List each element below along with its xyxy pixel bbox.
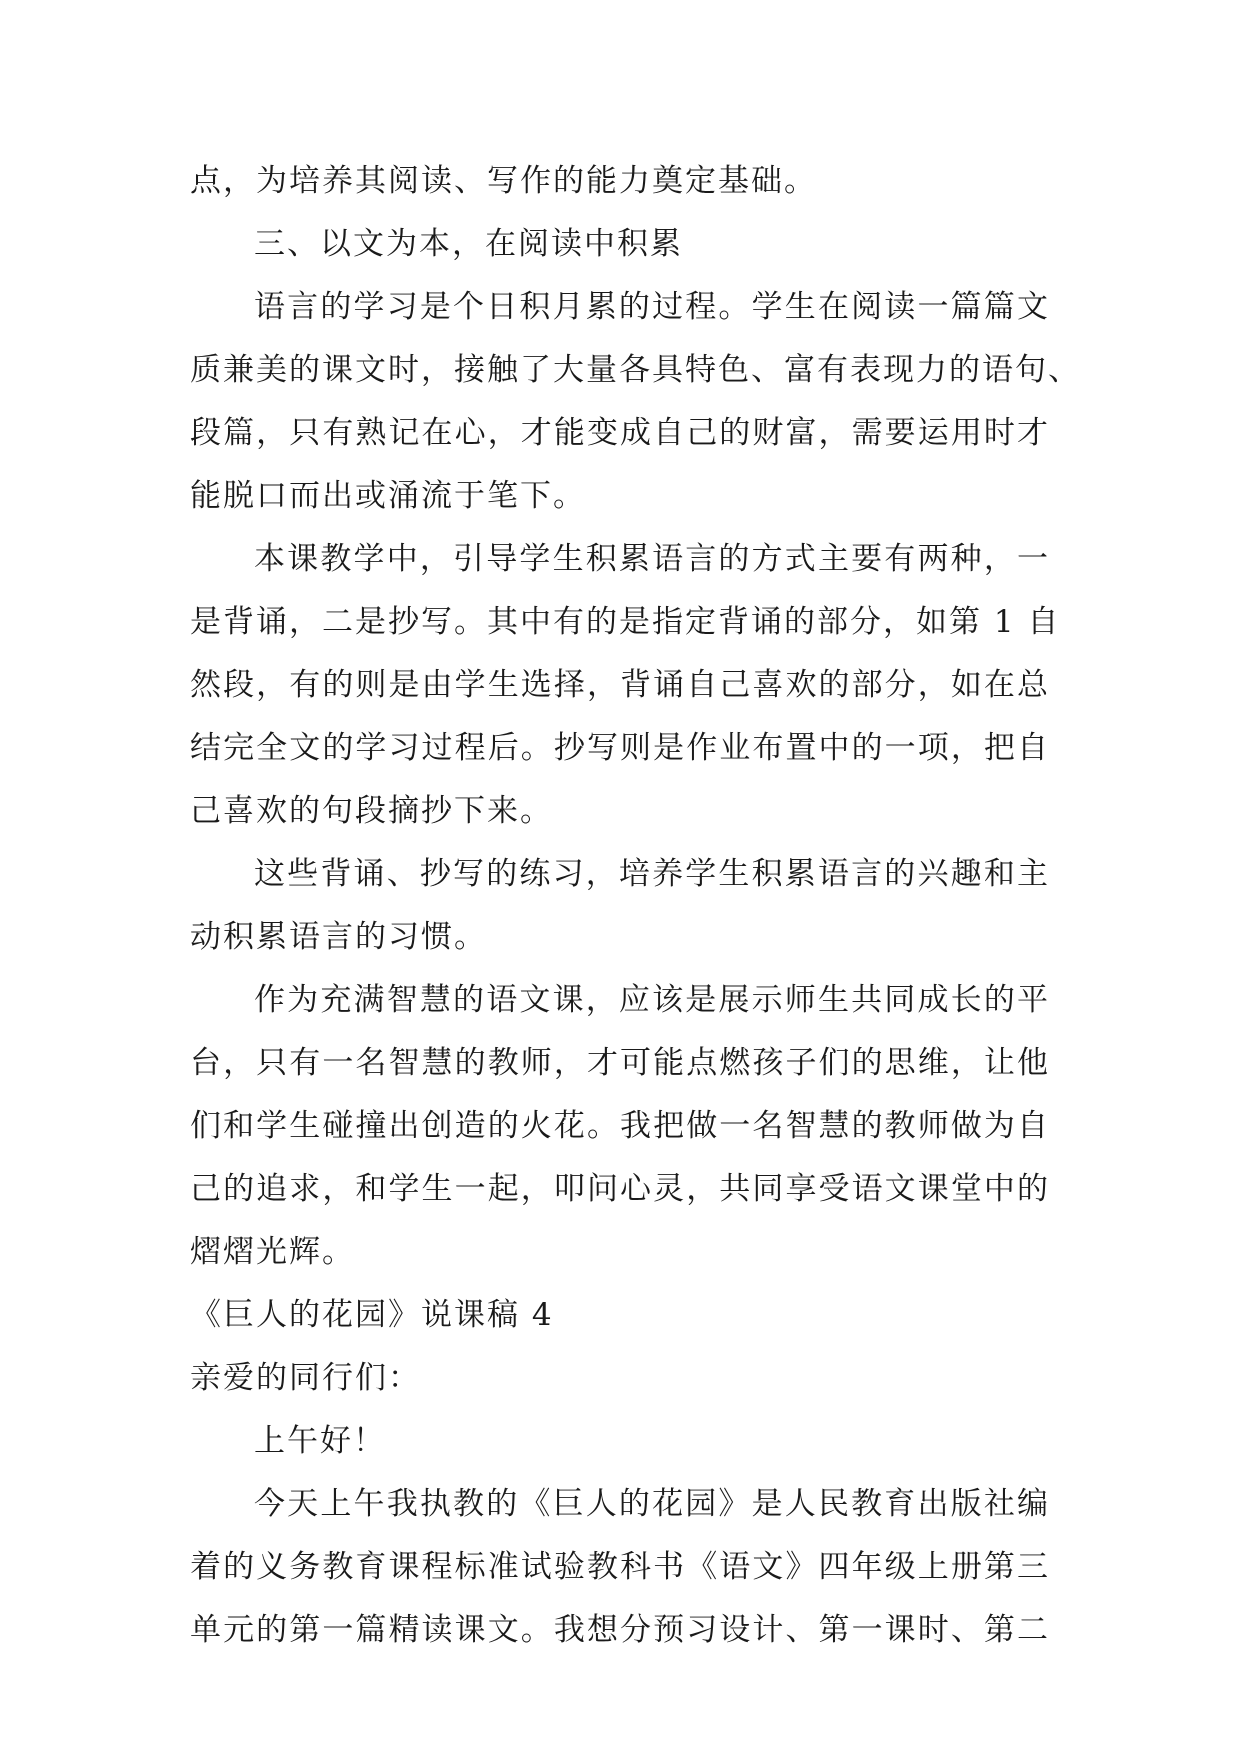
- text-line-24: 单元的第一篇精读课文。我想分预习设计、第一课时、第二: [190, 1612, 1050, 1648]
- section-heading: 三、以文为本，在阅读中积累: [254, 226, 683, 262]
- text-line-4: 质兼美的课文时，接触了大量各具特色、富有表现力的语句、: [190, 352, 1081, 388]
- text-line-13: 动积累语言的习惯。: [190, 919, 487, 955]
- text-line-18: 熠熠光辉。: [190, 1234, 355, 1270]
- text-line-23: 着的义务教育课程标准试验教科书《语文》四年级上册第三: [190, 1549, 1050, 1585]
- text-line-15: 台，只有一名智慧的教师，才可能点燃孩子们的思维，让他: [190, 1045, 1050, 1081]
- text-line-11: 己喜欢的句段摘抄下来。: [190, 793, 553, 829]
- document-title: 《巨人的花园》说课稿 4: [190, 1297, 554, 1333]
- greeting: 上午好！: [254, 1423, 386, 1459]
- text-line-10: 结完全文的学习过程后。抄写则是作业布置中的一项，把自: [190, 730, 1050, 766]
- text-line-16: 们和学生碰撞出创造的火花。我把做一名智慧的教师做为自: [190, 1108, 1050, 1144]
- text-line-5: 段篇，只有熟记在心，才能变成自己的财富，需要运用时才: [190, 415, 1050, 451]
- text-line-6: 能脱口而出或涌流于笔下。: [190, 478, 586, 514]
- document-page: [190, 150, 1081, 1662]
- text-line-17: 己的追求，和学生一起，叩问心灵，共同享受语文课堂中的: [190, 1171, 1050, 1207]
- text-line-1: 点，为培养其阅读、写作的能力奠定基础。: [190, 163, 817, 199]
- text-line-3: 语言的学习是个日积月累的过程。学生在阅读一篇篇文: [254, 289, 1050, 325]
- text-line-12: 这些背诵、抄写的练习，培养学生积累语言的兴趣和主: [254, 856, 1050, 892]
- text-line-22: 今天上午我执教的《巨人的花园》是人民教育出版社编: [254, 1486, 1050, 1522]
- text-line-7: 本课教学中，引导学生积累语言的方式主要有两种，一: [254, 541, 1050, 577]
- text-line-9: 然段，有的则是由学生选择，背诵自己喜欢的部分，如在总: [190, 667, 1050, 703]
- text-line-14: 作为充满智慧的语文课，应该是展示师生共同成长的平: [254, 982, 1050, 1018]
- salutation: 亲爱的同行们：: [190, 1360, 421, 1396]
- text-line-8: 是背诵，二是抄写。其中有的是指定背诵的部分，如第 1 自: [190, 604, 1061, 640]
